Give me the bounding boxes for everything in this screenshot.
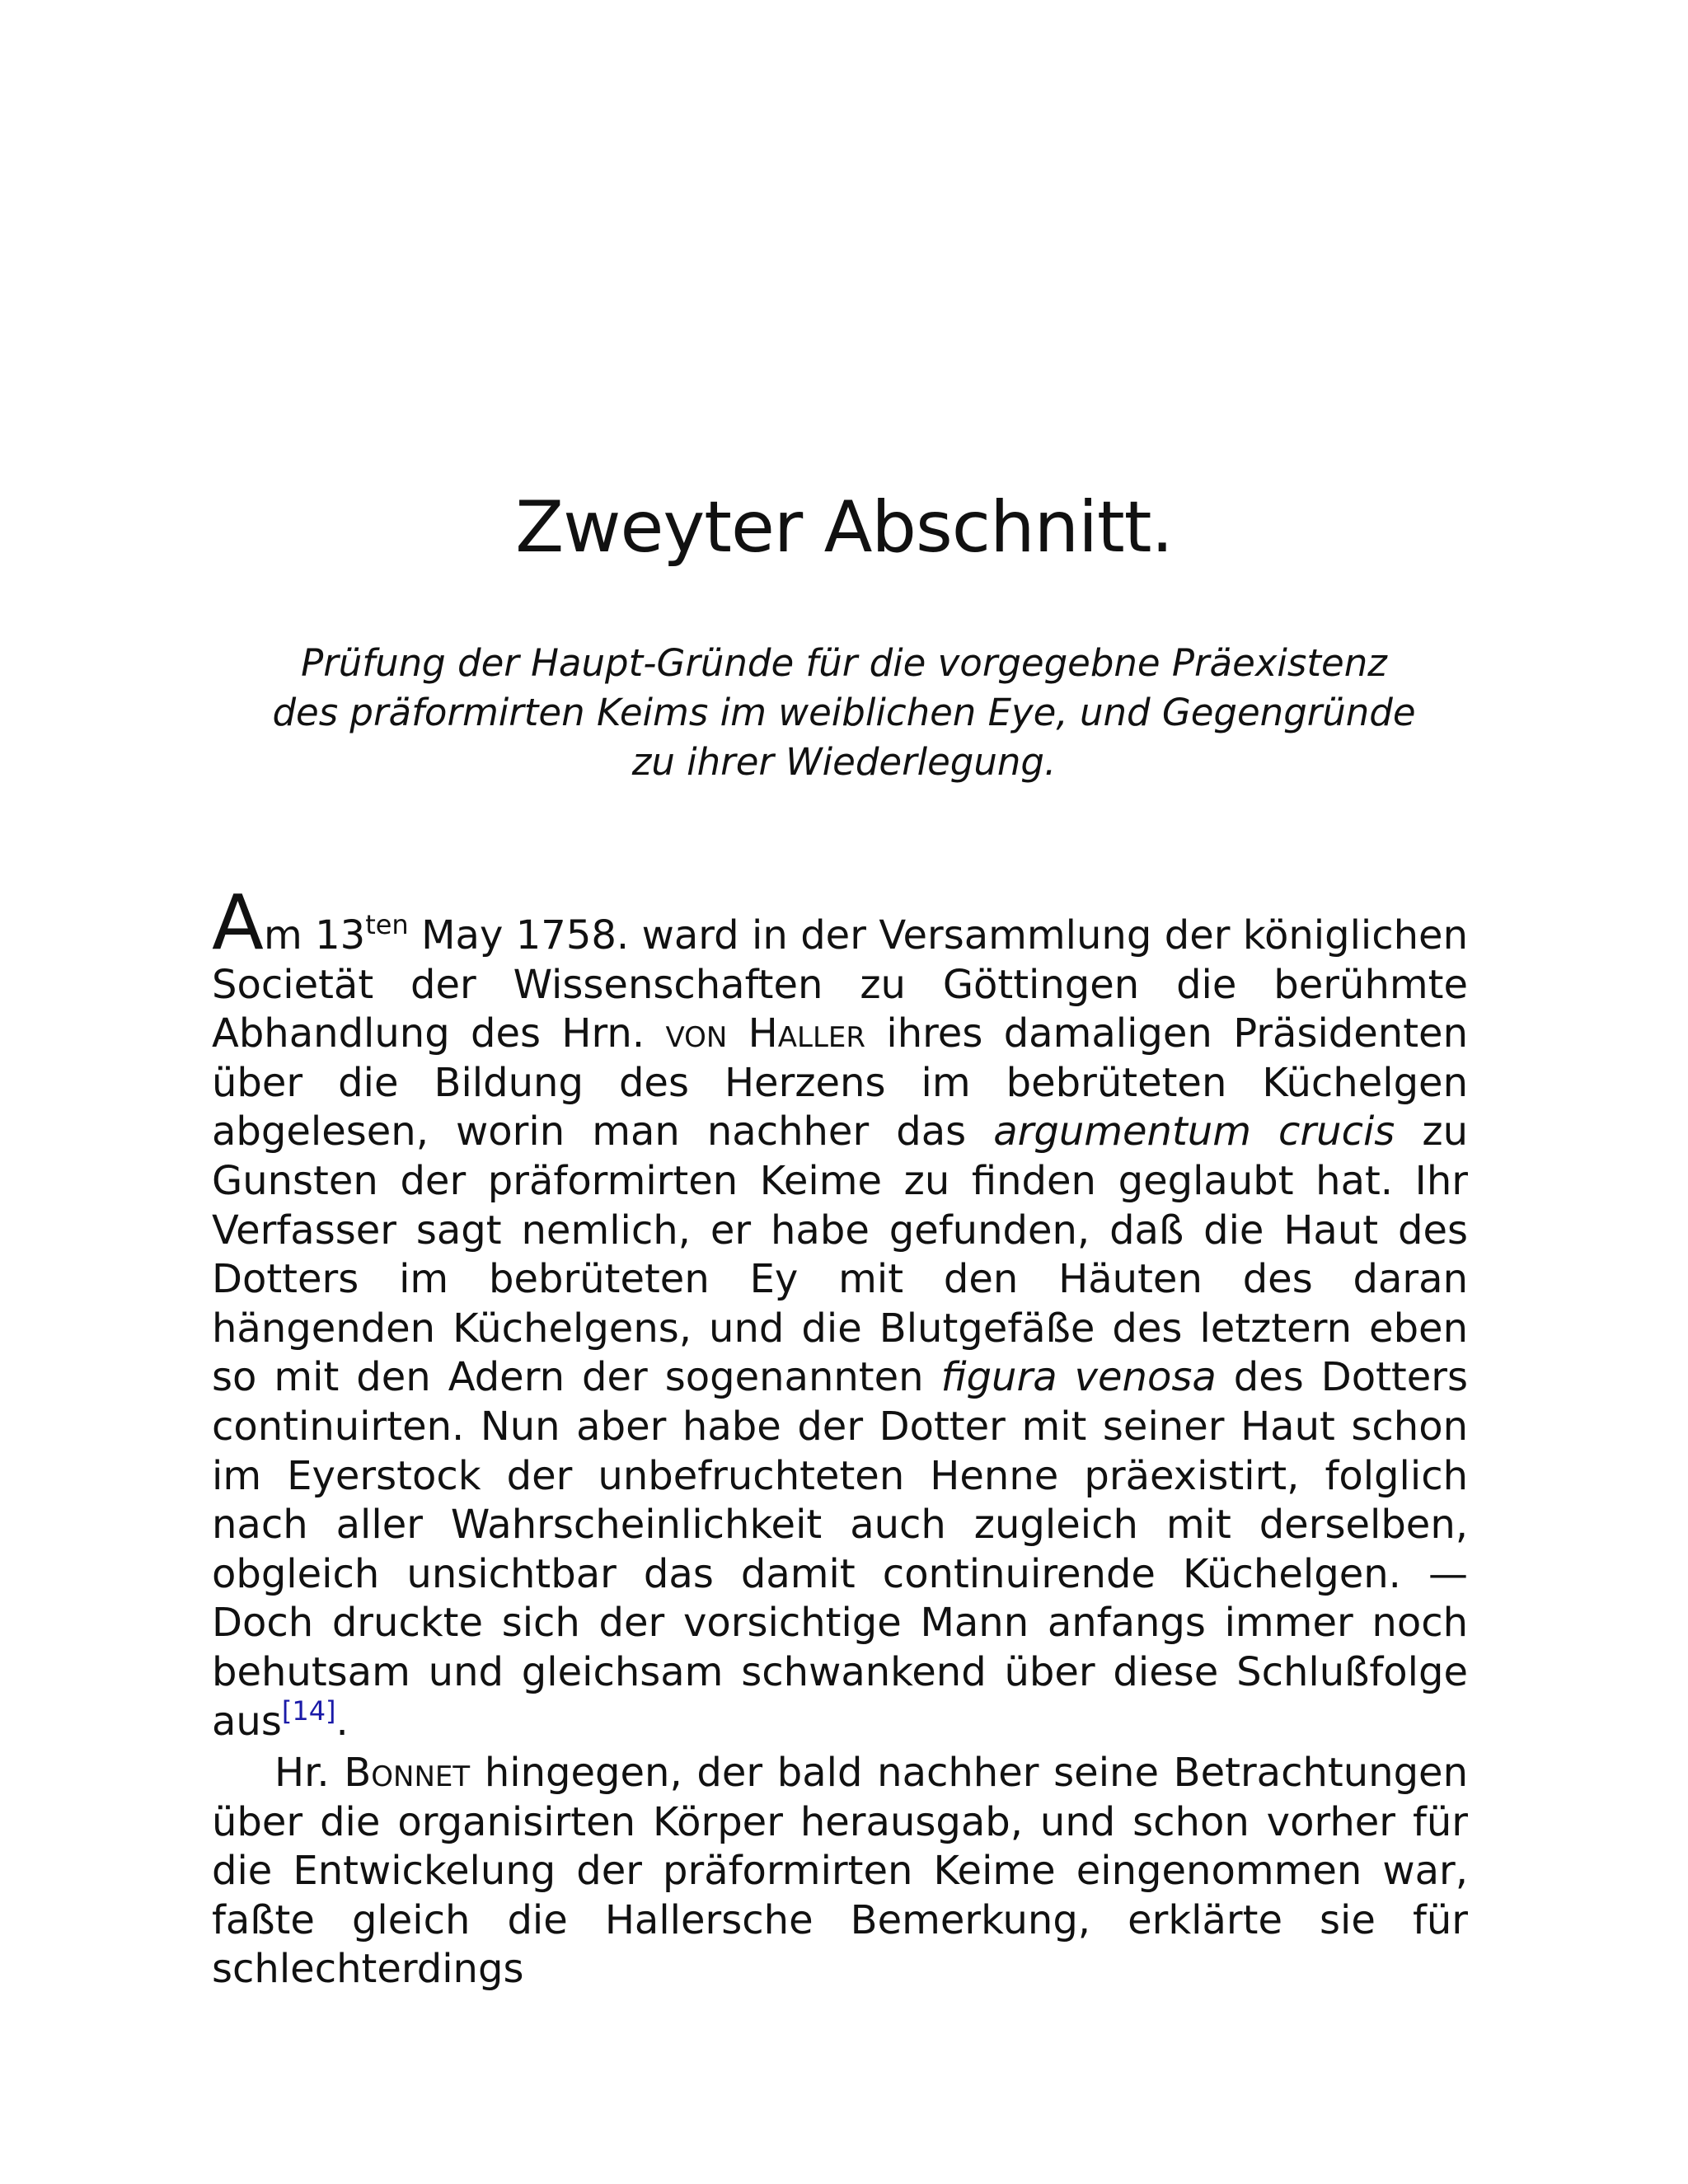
- subtitle-line: Prüfung der Haupt-Gründe für die vorgegebne Präexistenz: [301, 641, 1387, 685]
- paragraph-text: des Dotters continuirten. Nun aber habe der Dotter mit seiner Haut schon im Eyerstock der unbefruchteten Henne präexistirt, folglich nach aller Wahrscheinlichkeit auch zugleich mit derselben, obgleich unsichtbar das damit continuirende Küchelgen. — Doch druckte sich der vorsichtige Mann anfangs immer noch behutsam und gleichsam schwankend über diese Schlußfolge aus: [212, 1354, 1469, 1745]
- paragraph-text: May 1758. ward in der Versammlung der königlichen Societät der Wissenschaften zu Göttingen die berühmte Abhandlung des Hrn.: [212, 912, 1468, 1057]
- paragraph-text: hingegen, der bald nachher seine Betrachtungen über die organisirten Körper herausgab, und schon vorher für die Entwickelung der präformirten Keime eingenommen war, faßte gleich die Hallersche Bemerkung, erklärte sie für schlechterdings: [212, 1750, 1468, 1993]
- author-name: von Haller: [665, 1010, 865, 1057]
- paragraph-text: zu Gunsten der präformirten Keime zu finden geglaubt hat. Ihr Verfasser sagt nemlich, er habe gefunden, daß die Haut des Dotters im bebrüteten Ey mit den Häuten des daran hängenden Küchelgens, und die Blutgefäße des letztern eben so mit den Adern der sogenannten: [212, 1108, 1468, 1401]
- paragraph-text: ihres damaligen Präsidenten über die Bildung des Herzens im bebrüteten Küchelgen abgelesen, worin man nachher das: [212, 1010, 1468, 1155]
- subtitle-line: des präformirten Keims im weiblichen Eye, und Gegengründe: [272, 691, 1416, 734]
- paragraph-2: [212, 1749, 1468, 1994]
- chapter-title: Zweyter Abschnitt.: [515, 486, 1173, 569]
- superscript: ten: [365, 909, 409, 940]
- author-name: Bonnet: [344, 1750, 471, 1796]
- chapter-subtitle: [0, 639, 1688, 787]
- paragraph-text: Hr.: [274, 1750, 345, 1796]
- paragraph-text: m 13: [263, 912, 366, 958]
- paragraph-1: [212, 879, 1469, 1746]
- subtitle-line: zu ihrer Wiederlegung.: [631, 740, 1057, 784]
- paragraph-text: .: [335, 1698, 349, 1745]
- drop-cap: A: [212, 879, 264, 967]
- italic-term: figura venosa: [940, 1354, 1217, 1401]
- italic-term: argumentum crucis: [993, 1108, 1395, 1155]
- footnote-link[interactable]: [14]: [281, 1694, 336, 1727]
